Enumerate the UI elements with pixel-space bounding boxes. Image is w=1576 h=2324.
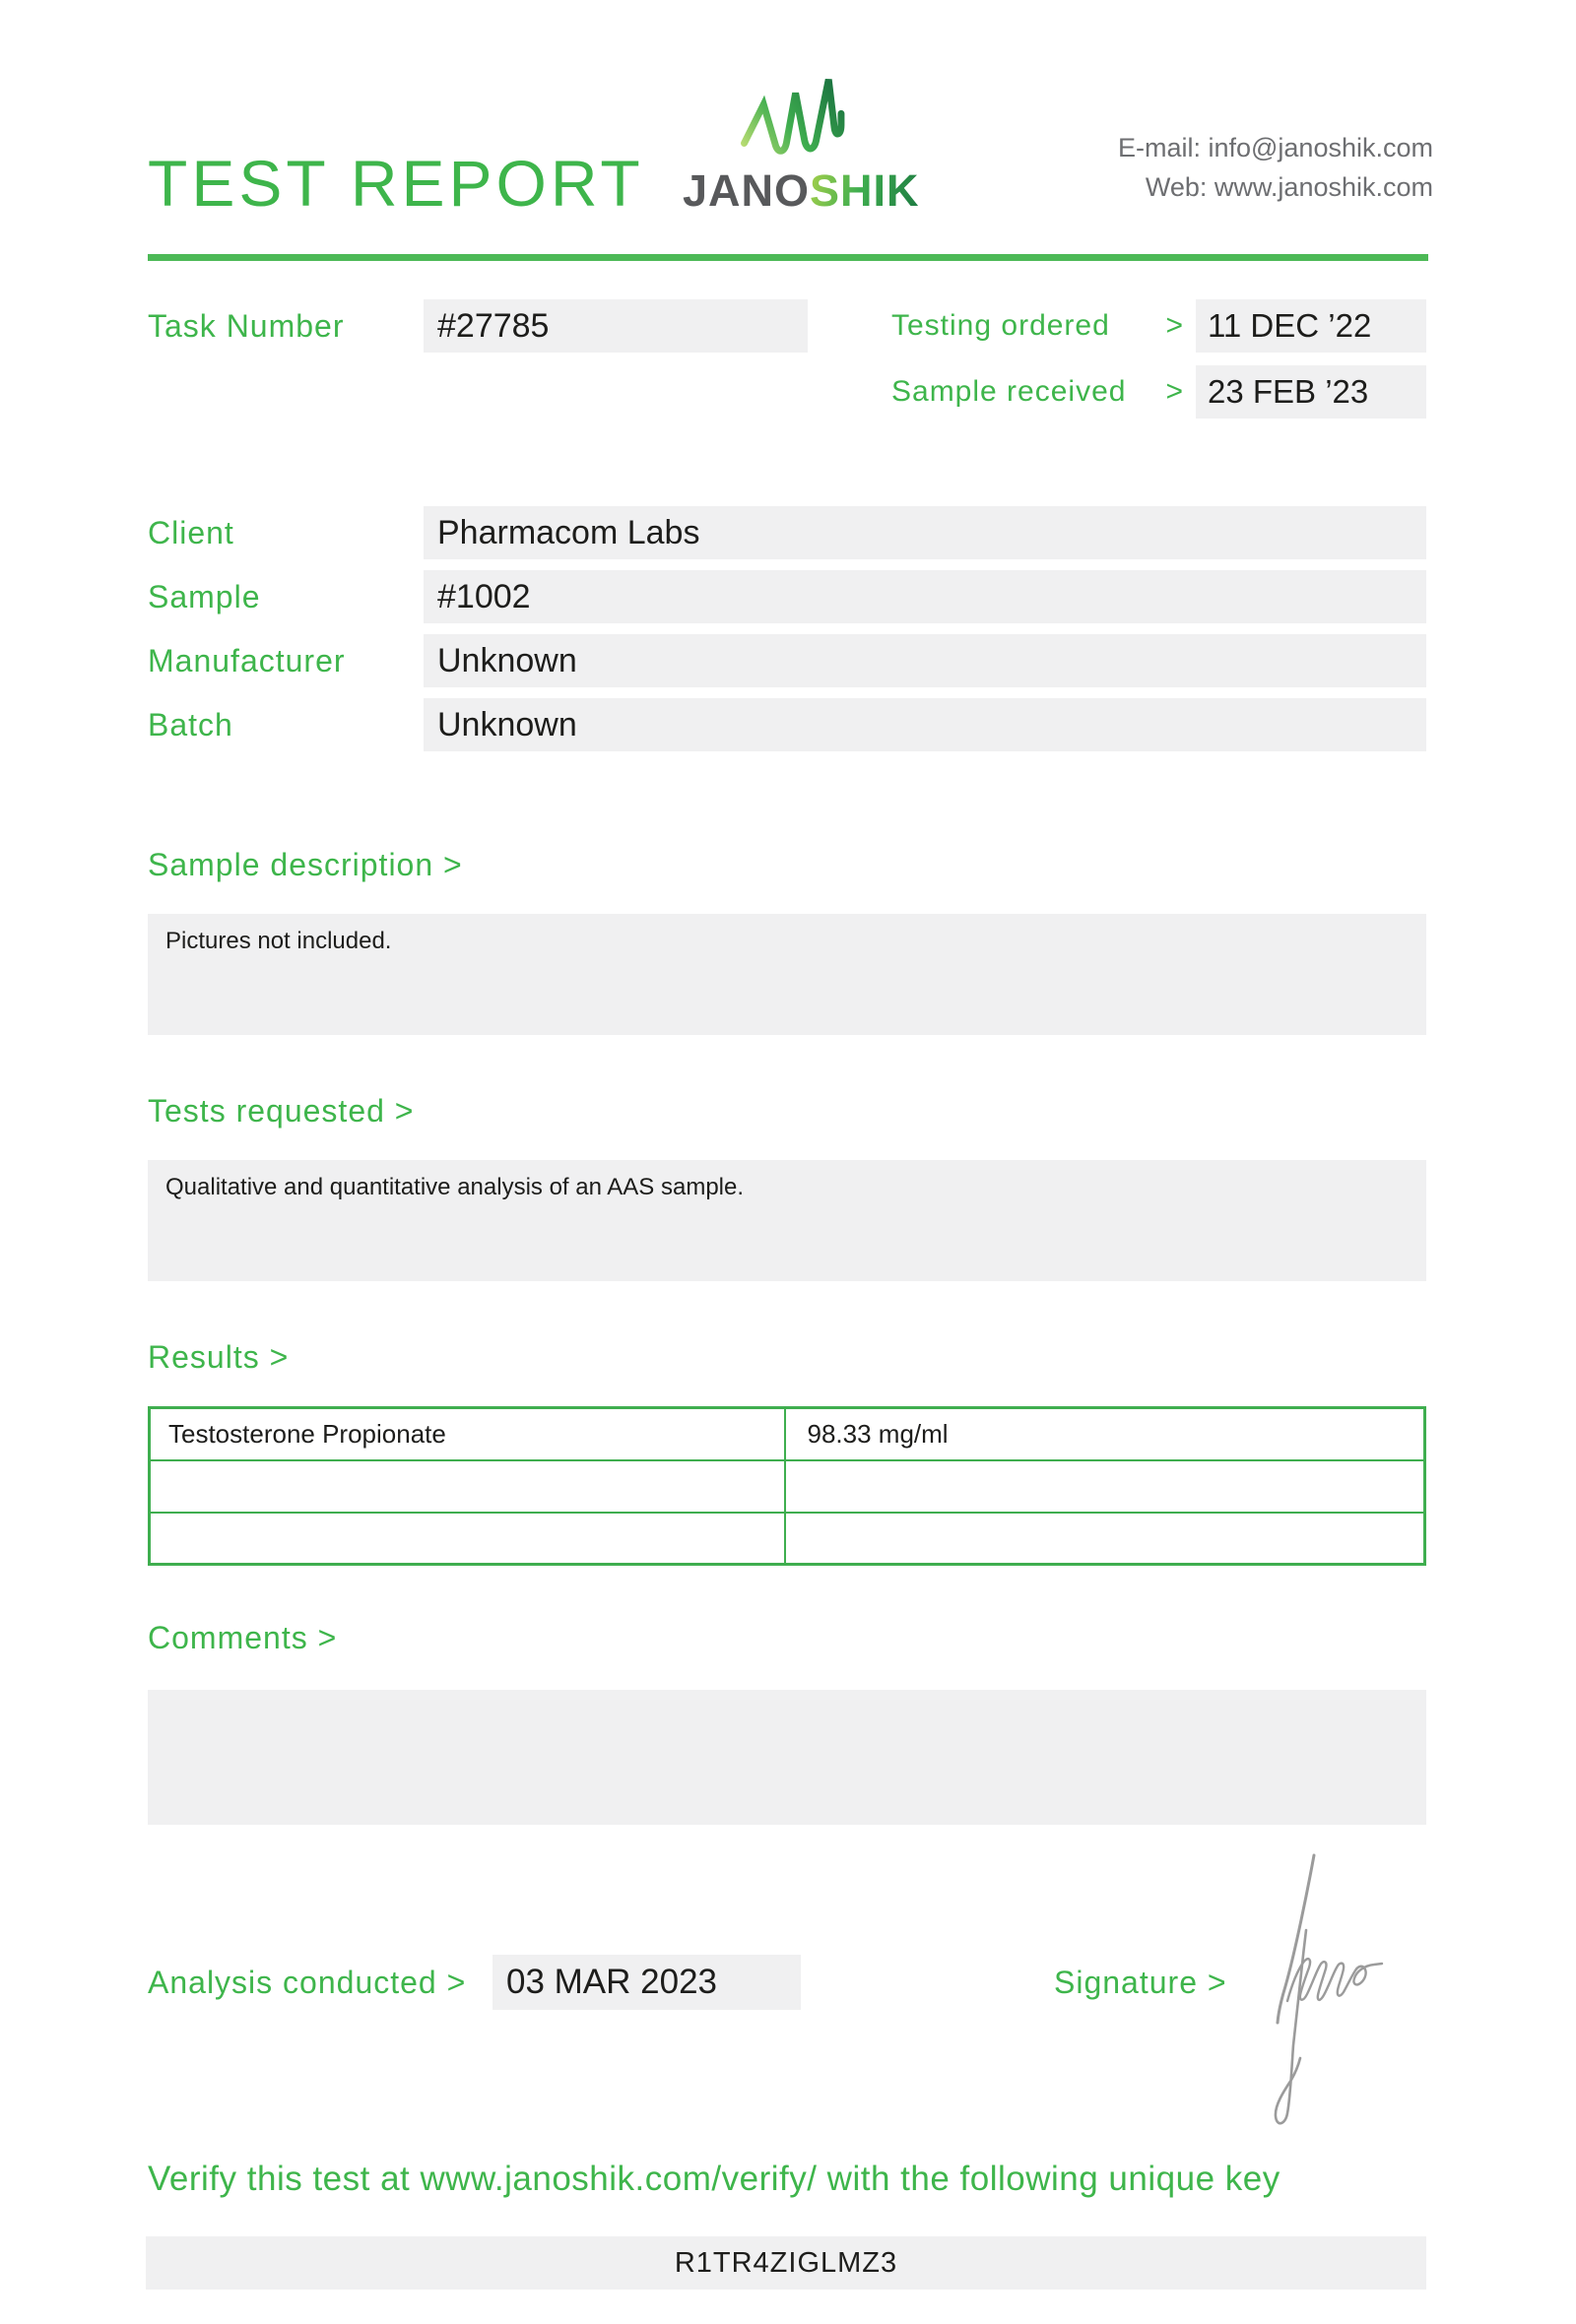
table-row xyxy=(150,1513,1425,1565)
rising-chart-icon xyxy=(683,75,899,161)
sample-received-field xyxy=(1196,365,1426,419)
signature-image xyxy=(1236,1834,1418,2168)
result-substance xyxy=(150,1460,785,1513)
manufacturer-label: Manufacturer xyxy=(148,643,346,678)
sample-description-heading: Sample description > xyxy=(148,847,463,882)
result-substance xyxy=(150,1513,785,1565)
sample-field xyxy=(424,570,1426,623)
sample-description-box xyxy=(148,914,1426,1035)
unique-key-value: R1TR4ZIGLMZ3 xyxy=(674,2247,898,2279)
chevron-right-icon: > xyxy=(1165,309,1184,342)
result-substance: Testosterone Propionate xyxy=(150,1408,785,1460)
result-concentration xyxy=(785,1513,1425,1565)
testing-ordered-label xyxy=(891,299,1184,353)
tests-requested-text: Qualitative and quantitative analysis of an AAS sample. xyxy=(165,1174,745,1200)
client-field xyxy=(424,506,1426,559)
comments-heading: Comments > xyxy=(148,1620,338,1655)
results-heading: Results > xyxy=(148,1339,290,1375)
table-row xyxy=(150,1460,1425,1513)
sample-description-text: Pictures not included. xyxy=(165,928,392,954)
task-number-field xyxy=(424,299,808,353)
batch-label: Batch xyxy=(148,707,233,742)
contact-email: E-mail: info@janoshik.com xyxy=(1117,133,1433,162)
testing-ordered-field xyxy=(1196,299,1426,353)
signature-label: Signature > xyxy=(1054,1965,1227,2000)
sample-received-value: 23 FEB ’23 xyxy=(1208,373,1369,410)
result-concentration: 98.33 mg/ml xyxy=(785,1408,1425,1460)
logo-wordmark-left: JANO xyxy=(683,165,811,216)
contact-web: Web: www.janoshik.com xyxy=(1145,172,1433,202)
analysis-date-value: 03 MAR 2023 xyxy=(506,1963,718,2001)
page-title: TEST REPORT xyxy=(148,147,644,220)
analysis-conducted-label: Analysis conducted > xyxy=(148,1965,467,2000)
unique-key-field xyxy=(146,2236,1426,2290)
verify-instruction: Verify this test at www.janoshik.com/verify/ with the following unique key xyxy=(148,2160,1280,2198)
comments-text xyxy=(148,1690,1426,1717)
task-number-label: Task Number xyxy=(148,308,345,344)
sample-value: #1002 xyxy=(437,578,531,615)
tests-requested-box xyxy=(148,1160,1426,1281)
testing-ordered-value: 11 DEC ’22 xyxy=(1208,307,1372,344)
testing-ordered-text: Testing ordered xyxy=(891,309,1110,342)
chevron-right-icon: > xyxy=(1165,375,1184,408)
result-concentration xyxy=(785,1460,1425,1513)
logo-wordmark-right: SHIK xyxy=(810,165,920,216)
batch-value: Unknown xyxy=(437,706,577,743)
table-row xyxy=(150,1408,1425,1460)
results-table xyxy=(148,1406,1426,1566)
sample-received-text: Sample received xyxy=(891,375,1127,408)
header-divider xyxy=(148,254,1428,261)
contact-block xyxy=(1118,128,1433,207)
client-label: Client xyxy=(148,515,234,550)
tests-requested-heading: Tests requested > xyxy=(148,1093,415,1129)
batch-field xyxy=(424,698,1426,751)
sample-received-label xyxy=(891,365,1184,419)
task-number-value: #27785 xyxy=(437,307,550,345)
manufacturer-field xyxy=(424,634,1426,687)
company-logo xyxy=(683,75,920,217)
client-value: Pharmacom Labs xyxy=(437,514,700,551)
analysis-date-field xyxy=(492,1955,801,2010)
sample-label: Sample xyxy=(148,579,261,614)
logo-wordmark xyxy=(683,165,920,217)
comments-box xyxy=(148,1690,1426,1825)
manufacturer-value: Unknown xyxy=(437,642,577,679)
